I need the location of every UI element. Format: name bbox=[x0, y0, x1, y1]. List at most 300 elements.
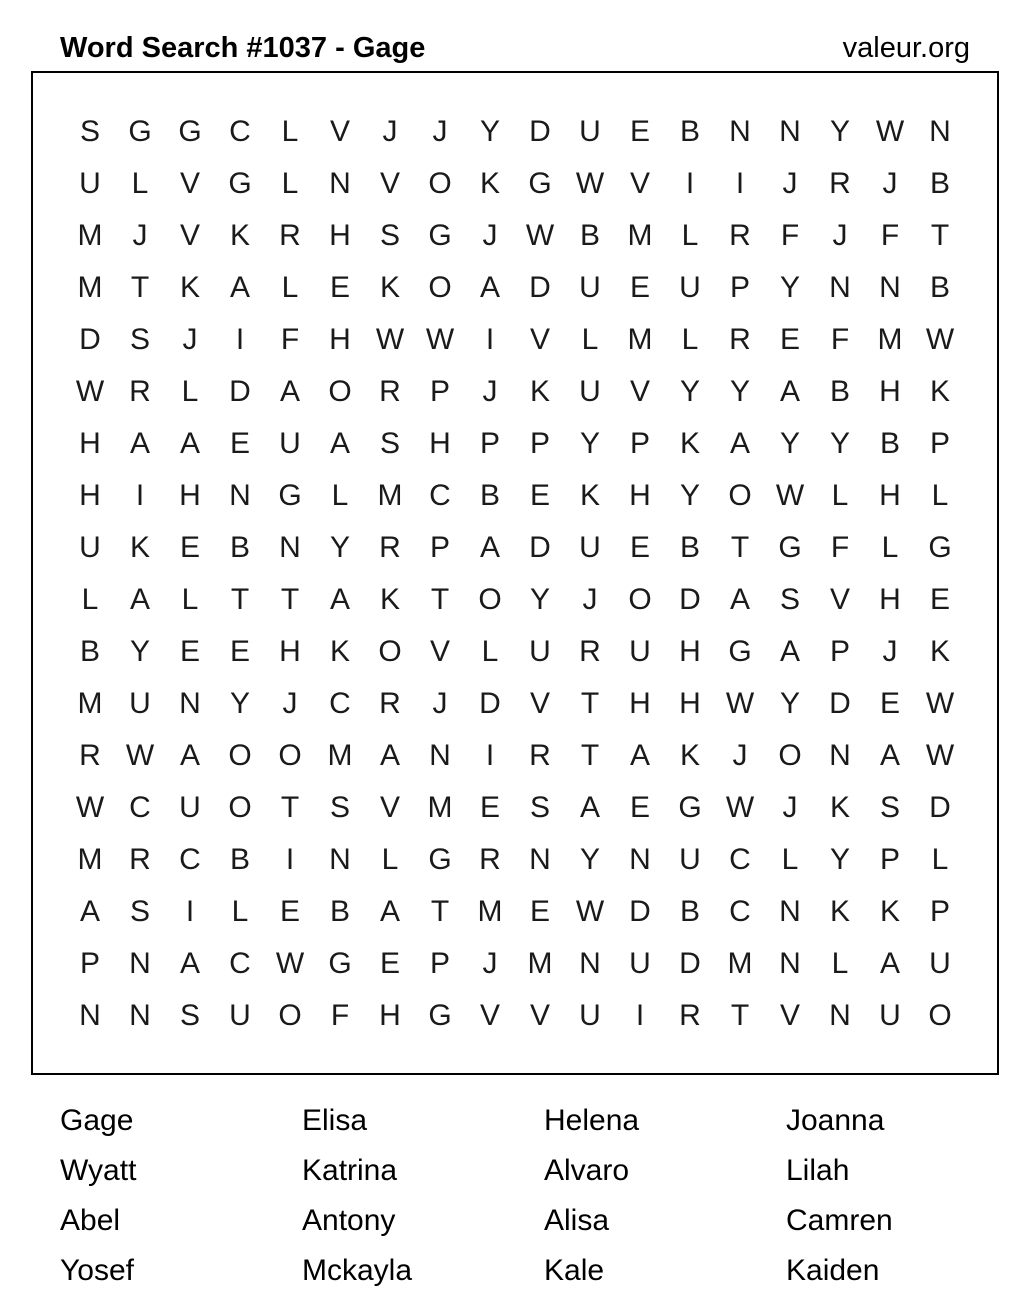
grid-letter-cell[interactable]: S bbox=[879, 791, 900, 824]
grid-letter-cell[interactable]: L bbox=[81, 583, 99, 616]
grid-letter-cell[interactable]: P bbox=[529, 427, 550, 460]
grid-letter-cell[interactable]: T bbox=[730, 531, 750, 564]
grid-letter-cell[interactable]: A bbox=[229, 271, 250, 304]
grid-letter-cell[interactable]: E bbox=[229, 635, 250, 668]
grid-letter-cell[interactable]: G bbox=[528, 167, 552, 200]
grid-letter-cell[interactable]: P bbox=[929, 895, 950, 928]
grid-letter-cell[interactable]: D bbox=[229, 375, 251, 408]
grid-letter-cell[interactable]: G bbox=[428, 219, 452, 252]
grid-letter-cell[interactable]: R bbox=[829, 167, 851, 200]
grid-letter-cell[interactable]: F bbox=[280, 323, 300, 356]
grid-letter-cell[interactable]: E bbox=[879, 687, 900, 720]
grid-letter-cell[interactable]: E bbox=[329, 271, 350, 304]
grid-letter-cell[interactable]: K bbox=[579, 479, 600, 512]
grid-letter-cell[interactable]: L bbox=[931, 479, 949, 512]
grid-letter-cell[interactable]: G bbox=[178, 115, 202, 148]
grid-letter-cell[interactable]: Y bbox=[579, 843, 600, 876]
grid-letter-cell[interactable]: A bbox=[779, 635, 800, 668]
grid-letter-cell[interactable]: M bbox=[877, 323, 903, 356]
grid-letter-cell[interactable]: B bbox=[679, 895, 700, 928]
grid-letter-cell[interactable]: M bbox=[77, 219, 103, 252]
grid-letter-cell[interactable]: J bbox=[732, 739, 748, 772]
grid-letter-cell[interactable]: C bbox=[729, 895, 751, 928]
grid-letter-cell[interactable]: I bbox=[685, 167, 695, 200]
grid-letter-cell[interactable]: W bbox=[75, 375, 105, 408]
grid-letter-cell[interactable]: B bbox=[579, 219, 600, 252]
grid-letter-cell[interactable]: U bbox=[879, 999, 901, 1032]
grid-letter-cell[interactable]: A bbox=[729, 583, 750, 616]
grid-letter-cell[interactable]: F bbox=[830, 531, 850, 564]
grid-letter-cell[interactable]: V bbox=[529, 687, 550, 720]
grid-letter-cell[interactable]: D bbox=[629, 895, 651, 928]
grid-letter-cell[interactable]: E bbox=[629, 531, 650, 564]
grid-letter-cell[interactable]: H bbox=[679, 687, 701, 720]
grid-letter-cell[interactable]: L bbox=[381, 843, 399, 876]
grid-letter-cell[interactable]: H bbox=[879, 479, 901, 512]
grid-letter-cell[interactable]: Y bbox=[679, 479, 700, 512]
grid-letter-cell[interactable]: E bbox=[629, 115, 650, 148]
grid-letter-cell[interactable]: A bbox=[179, 947, 200, 980]
grid-letter-cell[interactable]: M bbox=[627, 219, 653, 252]
grid-letter-cell[interactable]: O bbox=[428, 167, 452, 200]
grid-letter-cell[interactable]: D bbox=[529, 271, 551, 304]
grid-letter-cell[interactable]: O bbox=[628, 583, 652, 616]
grid-letter-cell[interactable]: V bbox=[429, 635, 450, 668]
grid-letter-cell[interactable]: M bbox=[377, 479, 403, 512]
grid-letter-cell[interactable]: H bbox=[179, 479, 201, 512]
grid-letter-cell[interactable]: R bbox=[379, 375, 401, 408]
grid-letter-cell[interactable]: A bbox=[179, 739, 200, 772]
grid-letter-cell[interactable]: Y bbox=[329, 531, 350, 564]
grid-letter-cell[interactable]: K bbox=[929, 375, 950, 408]
grid-letter-cell[interactable]: E bbox=[779, 323, 800, 356]
grid-letter-cell[interactable]: M bbox=[427, 791, 453, 824]
grid-letter-cell[interactable]: G bbox=[278, 479, 302, 512]
grid-letter-cell[interactable]: U bbox=[679, 271, 701, 304]
grid-letter-cell[interactable]: I bbox=[635, 999, 645, 1032]
grid-letter-cell[interactable]: B bbox=[929, 167, 950, 200]
grid-letter-cell[interactable]: M bbox=[477, 895, 503, 928]
grid-letter-cell[interactable]: A bbox=[379, 895, 400, 928]
grid-letter-cell[interactable]: T bbox=[130, 271, 150, 304]
grid-letter-cell[interactable]: F bbox=[780, 219, 800, 252]
grid-letter-cell[interactable]: D bbox=[679, 947, 701, 980]
grid-letter-cell[interactable]: S bbox=[379, 427, 400, 460]
grid-letter-cell[interactable]: D bbox=[479, 687, 501, 720]
grid-letter-cell[interactable]: Y bbox=[779, 427, 800, 460]
grid-letter-cell[interactable]: L bbox=[331, 479, 349, 512]
grid-letter-cell[interactable]: O bbox=[928, 999, 952, 1032]
grid-letter-cell[interactable]: A bbox=[879, 739, 900, 772]
grid-letter-cell[interactable]: T bbox=[430, 583, 450, 616]
grid-letter-cell[interactable]: D bbox=[929, 791, 951, 824]
grid-letter-cell[interactable]: N bbox=[79, 999, 101, 1032]
grid-letter-cell[interactable]: N bbox=[779, 115, 801, 148]
grid-letter-cell[interactable]: L bbox=[881, 531, 899, 564]
grid-letter-cell[interactable]: M bbox=[77, 843, 103, 876]
grid-letter-cell[interactable]: V bbox=[329, 115, 350, 148]
grid-letter-cell[interactable]: W bbox=[725, 687, 755, 720]
grid-letter-cell[interactable]: W bbox=[575, 895, 605, 928]
grid-letter-cell[interactable]: W bbox=[525, 219, 555, 252]
grid-letter-cell[interactable]: E bbox=[229, 427, 250, 460]
grid-letter-cell[interactable]: J bbox=[132, 219, 148, 252]
grid-letter-cell[interactable]: B bbox=[79, 635, 100, 668]
grid-letter-cell[interactable]: M bbox=[627, 323, 653, 356]
grid-letter-cell[interactable]: T bbox=[230, 583, 250, 616]
grid-letter-cell[interactable]: N bbox=[829, 999, 851, 1032]
grid-letter-cell[interactable]: B bbox=[329, 895, 350, 928]
grid-letter-cell[interactable]: L bbox=[681, 323, 699, 356]
grid-letter-cell[interactable]: A bbox=[129, 583, 150, 616]
grid-letter-cell[interactable]: F bbox=[830, 323, 850, 356]
grid-letter-cell[interactable]: C bbox=[329, 687, 351, 720]
grid-letter-cell[interactable]: U bbox=[529, 635, 551, 668]
grid-letter-cell[interactable]: D bbox=[529, 531, 551, 564]
grid-letter-cell[interactable]: R bbox=[379, 687, 401, 720]
grid-letter-cell[interactable]: O bbox=[378, 635, 402, 668]
grid-letter-cell[interactable]: O bbox=[728, 479, 752, 512]
grid-letter-cell[interactable]: S bbox=[529, 791, 550, 824]
grid-letter-cell[interactable]: D bbox=[529, 115, 551, 148]
grid-letter-cell[interactable]: H bbox=[329, 219, 351, 252]
grid-letter-cell[interactable]: N bbox=[279, 531, 301, 564]
grid-letter-cell[interactable]: Y bbox=[679, 375, 700, 408]
grid-letter-cell[interactable]: P bbox=[879, 843, 900, 876]
grid-letter-cell[interactable]: G bbox=[228, 167, 252, 200]
grid-letter-cell[interactable]: R bbox=[679, 999, 701, 1032]
grid-letter-cell[interactable]: U bbox=[229, 999, 251, 1032]
grid-letter-cell[interactable]: B bbox=[829, 375, 850, 408]
grid-letter-cell[interactable]: V bbox=[629, 167, 650, 200]
grid-letter-cell[interactable]: L bbox=[931, 843, 949, 876]
grid-letter-cell[interactable]: P bbox=[629, 427, 650, 460]
grid-letter-cell[interactable]: W bbox=[925, 687, 955, 720]
grid-letter-cell[interactable]: W bbox=[925, 323, 955, 356]
grid-letter-cell[interactable]: Y bbox=[579, 427, 600, 460]
grid-letter-cell[interactable]: R bbox=[729, 219, 751, 252]
grid-letter-cell[interactable]: K bbox=[229, 219, 250, 252]
grid-letter-cell[interactable]: U bbox=[179, 791, 201, 824]
grid-letter-cell[interactable]: J bbox=[882, 635, 898, 668]
grid-letter-cell[interactable]: R bbox=[379, 531, 401, 564]
grid-letter-cell[interactable]: H bbox=[429, 427, 451, 460]
grid-letter-cell[interactable]: L bbox=[231, 895, 249, 928]
grid-letter-cell[interactable]: P bbox=[429, 947, 450, 980]
grid-letter-cell[interactable]: K bbox=[929, 635, 950, 668]
grid-letter-cell[interactable]: D bbox=[829, 687, 851, 720]
grid-letter-cell[interactable]: I bbox=[185, 895, 195, 928]
grid-letter-cell[interactable]: N bbox=[579, 947, 601, 980]
grid-letter-cell[interactable]: K bbox=[129, 531, 150, 564]
grid-letter-cell[interactable]: S bbox=[79, 115, 100, 148]
grid-letter-cell[interactable]: J bbox=[482, 947, 498, 980]
grid-letter-cell[interactable]: S bbox=[129, 323, 150, 356]
grid-letter-cell[interactable]: S bbox=[179, 999, 200, 1032]
grid-letter-cell[interactable]: C bbox=[229, 115, 251, 148]
grid-letter-cell[interactable]: I bbox=[485, 739, 495, 772]
grid-letter-cell[interactable]: M bbox=[77, 687, 103, 720]
grid-letter-cell[interactable]: A bbox=[779, 375, 800, 408]
grid-letter-cell[interactable]: R bbox=[529, 739, 551, 772]
grid-letter-cell[interactable]: Y bbox=[829, 843, 850, 876]
grid-letter-cell[interactable]: Y bbox=[729, 375, 750, 408]
grid-letter-cell[interactable]: F bbox=[330, 999, 350, 1032]
grid-letter-cell[interactable]: A bbox=[329, 427, 350, 460]
grid-letter-cell[interactable]: E bbox=[529, 895, 550, 928]
grid-letter-cell[interactable]: P bbox=[929, 427, 950, 460]
grid-letter-cell[interactable]: J bbox=[582, 583, 598, 616]
grid-letter-cell[interactable]: L bbox=[831, 947, 849, 980]
grid-letter-cell[interactable]: T bbox=[580, 739, 600, 772]
grid-letter-cell[interactable]: R bbox=[729, 323, 751, 356]
grid-letter-cell[interactable]: E bbox=[179, 635, 200, 668]
grid-letter-cell[interactable]: N bbox=[829, 739, 851, 772]
grid-letter-cell[interactable]: G bbox=[678, 791, 702, 824]
grid-letter-cell[interactable]: L bbox=[581, 323, 599, 356]
grid-letter-cell[interactable]: H bbox=[79, 479, 101, 512]
grid-letter-cell[interactable]: A bbox=[129, 427, 150, 460]
grid-letter-cell[interactable]: W bbox=[125, 739, 155, 772]
grid-letter-cell[interactable]: G bbox=[428, 999, 452, 1032]
grid-letter-cell[interactable]: H bbox=[629, 479, 651, 512]
grid-letter-cell[interactable]: H bbox=[79, 427, 101, 460]
grid-letter-cell[interactable]: K bbox=[479, 167, 500, 200]
grid-letter-cell[interactable]: A bbox=[179, 427, 200, 460]
grid-letter-cell[interactable]: V bbox=[829, 583, 850, 616]
grid-letter-cell[interactable]: Y bbox=[479, 115, 500, 148]
grid-letter-cell[interactable]: G bbox=[128, 115, 152, 148]
grid-letter-cell[interactable]: U bbox=[929, 947, 951, 980]
grid-letter-cell[interactable]: G bbox=[928, 531, 952, 564]
grid-letter-cell[interactable]: A bbox=[329, 583, 350, 616]
grid-letter-cell[interactable]: R bbox=[479, 843, 501, 876]
grid-letter-cell[interactable]: B bbox=[879, 427, 900, 460]
grid-letter-cell[interactable]: I bbox=[485, 323, 495, 356]
grid-letter-cell[interactable]: H bbox=[679, 635, 701, 668]
grid-letter-cell[interactable]: C bbox=[729, 843, 751, 876]
grid-letter-cell[interactable]: U bbox=[579, 999, 601, 1032]
grid-letter-cell[interactable]: D bbox=[679, 583, 701, 616]
grid-letter-cell[interactable]: U bbox=[679, 843, 701, 876]
grid-letter-cell[interactable]: T bbox=[280, 791, 300, 824]
grid-letter-cell[interactable]: E bbox=[629, 791, 650, 824]
grid-letter-cell[interactable]: W bbox=[875, 115, 905, 148]
grid-letter-cell[interactable]: J bbox=[782, 791, 798, 824]
grid-letter-cell[interactable]: V bbox=[379, 167, 400, 200]
grid-letter-cell[interactable]: E bbox=[529, 479, 550, 512]
grid-letter-cell[interactable]: N bbox=[929, 115, 951, 148]
grid-letter-cell[interactable]: J bbox=[782, 167, 798, 200]
grid-letter-cell[interactable]: I bbox=[285, 843, 295, 876]
grid-letter-cell[interactable]: L bbox=[281, 115, 299, 148]
grid-letter-cell[interactable]: L bbox=[281, 271, 299, 304]
grid-letter-cell[interactable]: N bbox=[179, 687, 201, 720]
grid-letter-cell[interactable]: T bbox=[580, 687, 600, 720]
grid-letter-cell[interactable]: U bbox=[279, 427, 301, 460]
grid-letter-cell[interactable]: U bbox=[579, 531, 601, 564]
grid-letter-cell[interactable]: R bbox=[129, 843, 151, 876]
grid-letter-cell[interactable]: M bbox=[77, 271, 103, 304]
grid-letter-cell[interactable]: T bbox=[280, 583, 300, 616]
grid-letter-cell[interactable]: E bbox=[479, 791, 500, 824]
grid-letter-cell[interactable]: P bbox=[479, 427, 500, 460]
grid-letter-cell[interactable]: V bbox=[629, 375, 650, 408]
grid-letter-cell[interactable]: N bbox=[129, 947, 151, 980]
grid-letter-cell[interactable]: W bbox=[275, 947, 305, 980]
grid-letter-cell[interactable]: A bbox=[479, 271, 500, 304]
grid-letter-cell[interactable]: P bbox=[729, 271, 750, 304]
grid-letter-cell[interactable]: S bbox=[129, 895, 150, 928]
grid-letter-cell[interactable]: B bbox=[929, 271, 950, 304]
grid-letter-cell[interactable]: O bbox=[278, 999, 302, 1032]
grid-letter-cell[interactable]: U bbox=[79, 531, 101, 564]
grid-letter-cell[interactable]: V bbox=[779, 999, 800, 1032]
grid-letter-cell[interactable]: V bbox=[179, 219, 200, 252]
grid-letter-cell[interactable]: K bbox=[879, 895, 900, 928]
grid-letter-cell[interactable]: J bbox=[482, 219, 498, 252]
grid-letter-cell[interactable]: A bbox=[879, 947, 900, 980]
grid-letter-cell[interactable]: V bbox=[529, 999, 550, 1032]
grid-letter-cell[interactable]: T bbox=[430, 895, 450, 928]
grid-letter-cell[interactable]: C bbox=[179, 843, 201, 876]
grid-letter-cell[interactable]: U bbox=[579, 115, 601, 148]
grid-letter-cell[interactable]: T bbox=[730, 999, 750, 1032]
grid-letter-cell[interactable]: C bbox=[129, 791, 151, 824]
grid-letter-cell[interactable]: O bbox=[228, 791, 252, 824]
grid-letter-cell[interactable]: Y bbox=[829, 427, 850, 460]
grid-letter-cell[interactable]: B bbox=[679, 115, 700, 148]
grid-letter-cell[interactable]: E bbox=[279, 895, 300, 928]
grid-letter-cell[interactable]: A bbox=[479, 531, 500, 564]
grid-letter-cell[interactable]: K bbox=[679, 427, 700, 460]
grid-letter-cell[interactable]: G bbox=[778, 531, 802, 564]
grid-letter-cell[interactable]: O bbox=[478, 583, 502, 616]
grid-letter-cell[interactable]: Y bbox=[129, 635, 150, 668]
grid-letter-cell[interactable]: O bbox=[428, 271, 452, 304]
grid-letter-cell[interactable]: H bbox=[629, 687, 651, 720]
grid-letter-cell[interactable]: Y bbox=[779, 687, 800, 720]
grid-letter-cell[interactable]: K bbox=[179, 271, 200, 304]
grid-letter-cell[interactable]: N bbox=[829, 271, 851, 304]
grid-letter-cell[interactable]: O bbox=[328, 375, 352, 408]
grid-letter-cell[interactable]: C bbox=[429, 479, 451, 512]
grid-letter-cell[interactable]: E bbox=[379, 947, 400, 980]
grid-letter-cell[interactable]: S bbox=[779, 583, 800, 616]
grid-letter-cell[interactable]: H bbox=[879, 583, 901, 616]
grid-letter-cell[interactable]: P bbox=[829, 635, 850, 668]
grid-letter-cell[interactable]: N bbox=[779, 947, 801, 980]
grid-letter-cell[interactable]: U bbox=[629, 635, 651, 668]
grid-letter-cell[interactable]: L bbox=[181, 375, 199, 408]
grid-letter-cell[interactable]: A bbox=[579, 791, 600, 824]
grid-letter-cell[interactable]: O bbox=[278, 739, 302, 772]
grid-letter-cell[interactable]: W bbox=[575, 167, 605, 200]
grid-letter-cell[interactable]: B bbox=[479, 479, 500, 512]
grid-letter-cell[interactable]: V bbox=[179, 167, 200, 200]
grid-letter-cell[interactable]: N bbox=[329, 843, 351, 876]
grid-letter-cell[interactable]: H bbox=[329, 323, 351, 356]
grid-letter-cell[interactable]: G bbox=[328, 947, 352, 980]
grid-letter-cell[interactable]: U bbox=[579, 375, 601, 408]
grid-letter-cell[interactable]: K bbox=[379, 271, 400, 304]
grid-letter-cell[interactable]: V bbox=[479, 999, 500, 1032]
grid-letter-cell[interactable]: E bbox=[179, 531, 200, 564]
grid-letter-cell[interactable]: L bbox=[181, 583, 199, 616]
grid-letter-cell[interactable]: H bbox=[379, 999, 401, 1032]
grid-letter-cell[interactable]: K bbox=[379, 583, 400, 616]
grid-letter-cell[interactable]: N bbox=[329, 167, 351, 200]
grid-letter-cell[interactable]: M bbox=[327, 739, 353, 772]
grid-letter-cell[interactable]: A bbox=[729, 427, 750, 460]
letter-grid[interactable] bbox=[65, 106, 965, 1042]
grid-letter-cell[interactable]: T bbox=[930, 219, 950, 252]
grid-letter-cell[interactable]: E bbox=[629, 271, 650, 304]
grid-letter-cell[interactable]: A bbox=[279, 375, 300, 408]
grid-letter-cell[interactable]: B bbox=[229, 843, 250, 876]
grid-letter-cell[interactable]: Y bbox=[529, 583, 550, 616]
grid-letter-cell[interactable]: N bbox=[629, 843, 651, 876]
grid-letter-cell[interactable]: J bbox=[282, 687, 298, 720]
grid-letter-cell[interactable]: U bbox=[129, 687, 151, 720]
grid-letter-cell[interactable]: N bbox=[779, 895, 801, 928]
grid-letter-cell[interactable]: S bbox=[329, 791, 350, 824]
grid-letter-cell[interactable]: L bbox=[831, 479, 849, 512]
grid-letter-cell[interactable]: N bbox=[129, 999, 151, 1032]
grid-letter-cell[interactable]: R bbox=[579, 635, 601, 668]
grid-letter-cell[interactable]: N bbox=[229, 479, 251, 512]
grid-letter-cell[interactable]: I bbox=[735, 167, 745, 200]
grid-letter-cell[interactable]: W bbox=[925, 739, 955, 772]
grid-letter-cell[interactable]: W bbox=[425, 323, 455, 356]
grid-letter-cell[interactable]: O bbox=[228, 739, 252, 772]
grid-letter-cell[interactable]: P bbox=[429, 531, 450, 564]
grid-letter-cell[interactable]: P bbox=[429, 375, 450, 408]
grid-letter-cell[interactable]: L bbox=[281, 167, 299, 200]
grid-letter-cell[interactable]: D bbox=[79, 323, 101, 356]
grid-letter-cell[interactable]: V bbox=[529, 323, 550, 356]
grid-letter-cell[interactable]: S bbox=[379, 219, 400, 252]
grid-letter-cell[interactable]: K bbox=[829, 895, 850, 928]
grid-letter-cell[interactable]: R bbox=[279, 219, 301, 252]
grid-letter-cell[interactable]: K bbox=[329, 635, 350, 668]
grid-letter-cell[interactable]: J bbox=[482, 375, 498, 408]
grid-letter-cell[interactable]: J bbox=[382, 115, 398, 148]
grid-letter-cell[interactable]: Y bbox=[779, 271, 800, 304]
grid-letter-cell[interactable]: J bbox=[832, 219, 848, 252]
grid-letter-cell[interactable]: G bbox=[728, 635, 752, 668]
grid-letter-cell[interactable]: J bbox=[882, 167, 898, 200]
grid-letter-cell[interactable]: J bbox=[432, 115, 448, 148]
grid-letter-cell[interactable]: A bbox=[79, 895, 100, 928]
grid-letter-cell[interactable]: P bbox=[79, 947, 100, 980]
grid-letter-cell[interactable]: R bbox=[129, 375, 151, 408]
grid-letter-cell[interactable]: L bbox=[681, 219, 699, 252]
grid-letter-cell[interactable]: C bbox=[229, 947, 251, 980]
grid-letter-cell[interactable]: W bbox=[75, 791, 105, 824]
grid-letter-cell[interactable]: Y bbox=[229, 687, 250, 720]
grid-letter-cell[interactable]: K bbox=[829, 791, 850, 824]
grid-letter-cell[interactable]: K bbox=[529, 375, 550, 408]
grid-letter-cell[interactable]: B bbox=[229, 531, 250, 564]
grid-letter-cell[interactable]: H bbox=[879, 375, 901, 408]
grid-letter-cell[interactable]: N bbox=[529, 843, 551, 876]
grid-letter-cell[interactable]: H bbox=[279, 635, 301, 668]
grid-letter-cell[interactable]: K bbox=[679, 739, 700, 772]
grid-letter-cell[interactable]: G bbox=[428, 843, 452, 876]
grid-letter-cell[interactable]: L bbox=[481, 635, 499, 668]
grid-letter-cell[interactable]: B bbox=[679, 531, 700, 564]
